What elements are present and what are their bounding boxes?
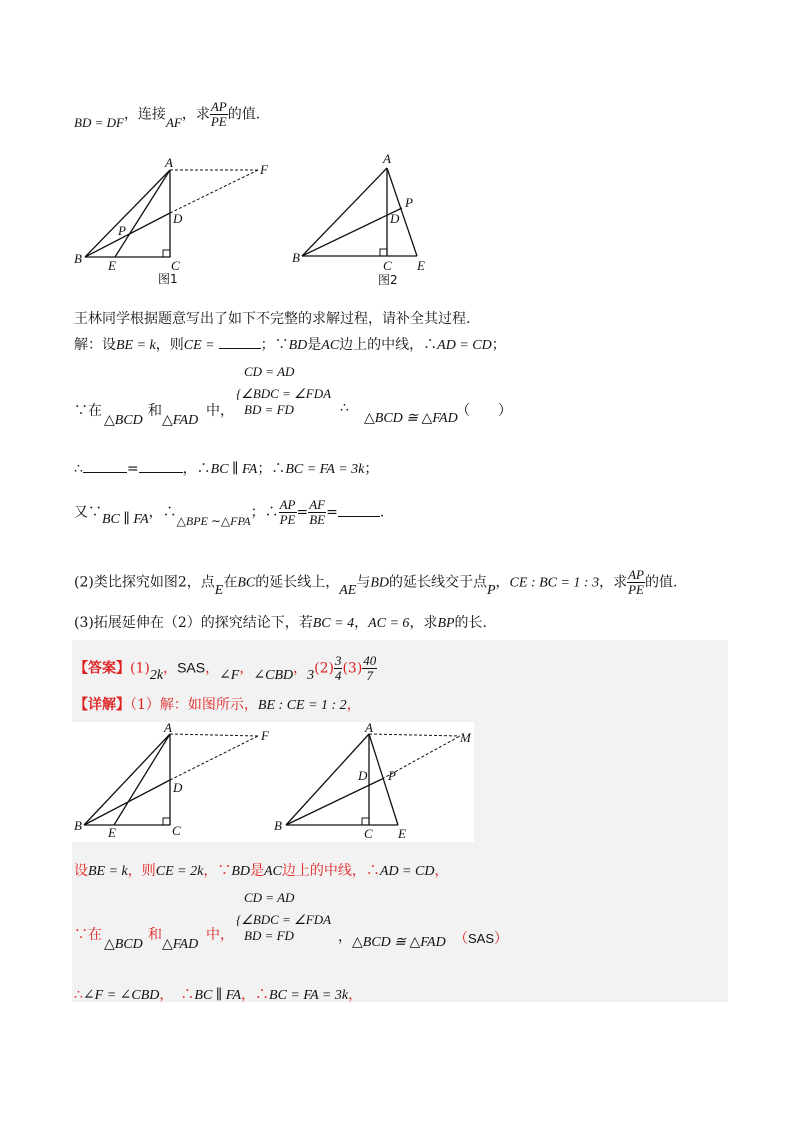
blank-ce[interactable] [219, 348, 261, 349]
red2-paren: （SAS） [454, 931, 509, 947]
fig3-label-E: E [108, 825, 116, 840]
intro-text-1: ，连接 [123, 106, 166, 123]
red-line-1: 设BE = k，则CE = 2k，∵BD是AC边上的中线，∴AD = CD， [74, 863, 449, 879]
sol2-paren[interactable]: （ ） [456, 403, 512, 419]
figure-2 [290, 150, 450, 290]
blank-2[interactable] [139, 472, 183, 473]
fig2-label-P: P [405, 195, 413, 210]
solution-line-4: 又∵BC ∥ FA，∴△BPE ∼△FPA；∴ $\frac{AP}{PE}$ = $\frac{AF}{BE}$ = . [74, 497, 385, 528]
sol2-cong: △BCD ≅ △FAD [364, 411, 458, 426]
fig1-caption: 图1 [158, 272, 178, 286]
intro-text-3: 的值. [227, 106, 261, 123]
fig2-label-E: E [417, 258, 425, 273]
solution-line-2: ∵在 [74, 403, 102, 419]
intro-line [74, 100, 260, 129]
fig4-label-D: D [358, 768, 368, 783]
sol2-therefore: ∴ [340, 400, 349, 416]
fig2-label-D: D [390, 211, 400, 226]
fig4-label-P: P [388, 768, 396, 783]
fig3-label-A: A [164, 722, 172, 735]
blank-3[interactable] [338, 516, 380, 517]
red2-mid: 中， [206, 927, 234, 943]
fig2-label-C: C [383, 258, 392, 273]
red2-comma: ， [338, 929, 352, 945]
red2-and: 和 [148, 927, 162, 943]
red2-because: ∵在 [74, 927, 102, 943]
fig1-label-P: P [118, 223, 126, 238]
fig3-label-F: F [261, 728, 269, 743]
prompt-line: 王林同学根据题意写出了如下不完整的求解过程，请补全其过程. [74, 311, 471, 327]
fig2-label-A: A [383, 151, 391, 166]
red-line-3: ∴∠F = ∠CBD， ∴BC ∥ FA，∴BC = FA = 3k， [74, 987, 363, 1003]
red2-cong: △BCD ≅ △FAD [352, 935, 446, 950]
fig1-label-B: B [74, 251, 82, 266]
question-3: (3)拓展延伸在（2）的探究结论下，若BC = 4，AC = 6，求BP的长. [74, 615, 487, 631]
fig3-label-C: C [172, 823, 181, 838]
question-2: (2)类比探究如图2，点E在BC的延长线上，AE与BD的延长线交于点P，CE : BC = 1 : 3，求 $\frac{AP}{PE}$ 的值. [74, 567, 678, 598]
fig1-label-D: D [173, 211, 183, 226]
detail-label: 【详解】 [74, 697, 130, 713]
detail-line: 【详解】（1）解：如图所示，BE : CE = 1 : 2， [74, 697, 361, 713]
fig4-label-M: M [460, 730, 471, 745]
fig3-label-D: D [173, 780, 183, 795]
answer-line: 【答案】(1)2k，SAS，∠F，∠CBD，3(2) $\frac{3}{4}$ (3) $\frac{40}{7}$ [74, 653, 377, 683]
sol2-tri2: △FAD [162, 413, 199, 428]
fig1-label-C: C [171, 258, 180, 273]
figure-4 [270, 722, 474, 842]
fig3-label-B: B [74, 818, 82, 833]
red2-tri2: △FAD [162, 937, 199, 952]
intro-text-2: ，求 [181, 106, 210, 123]
sol2-tri1: △BCD [104, 413, 143, 428]
figure-1 [70, 155, 290, 290]
intro-eq: BD = DF [74, 114, 124, 130]
sol2-system: CD = AD {∠BDC = ∠FDA BD = FD [236, 364, 332, 417]
blank-1[interactable] [83, 472, 127, 473]
fig4-label-A: A [365, 722, 373, 735]
sol2-mid: 中， [206, 403, 234, 419]
red2-system: CD = AD {∠BDC = ∠FDA BD = FD [236, 890, 332, 943]
solution-line-3: ∴ = ，∴BC ∥ FA；∴BC = FA = 3k； [74, 461, 379, 477]
fig1-label-E: E [108, 258, 116, 273]
fig2-caption: 图2 [378, 273, 398, 287]
fig1-label-A: A [165, 155, 173, 170]
fig1-label-F: F [260, 162, 268, 177]
sol2-and: 和 [148, 403, 162, 419]
fig2-label-B: B [292, 250, 300, 265]
red2-tri1: △BCD [104, 937, 143, 952]
intro-af: AF [165, 114, 182, 130]
fig4-label-B: B [274, 818, 282, 833]
fig4-label-E: E [398, 826, 406, 841]
figure-3 [72, 722, 282, 842]
intro-fraction: $\frac{AP}{PE}$ [210, 99, 227, 129]
solution-line-1: 解：设BE = k，则CE = ；∵BD是AC边上的中线，∴AD = CD； [74, 337, 506, 353]
answer-label: 【答案】 [74, 660, 130, 677]
fig4-label-C: C [364, 826, 373, 841]
